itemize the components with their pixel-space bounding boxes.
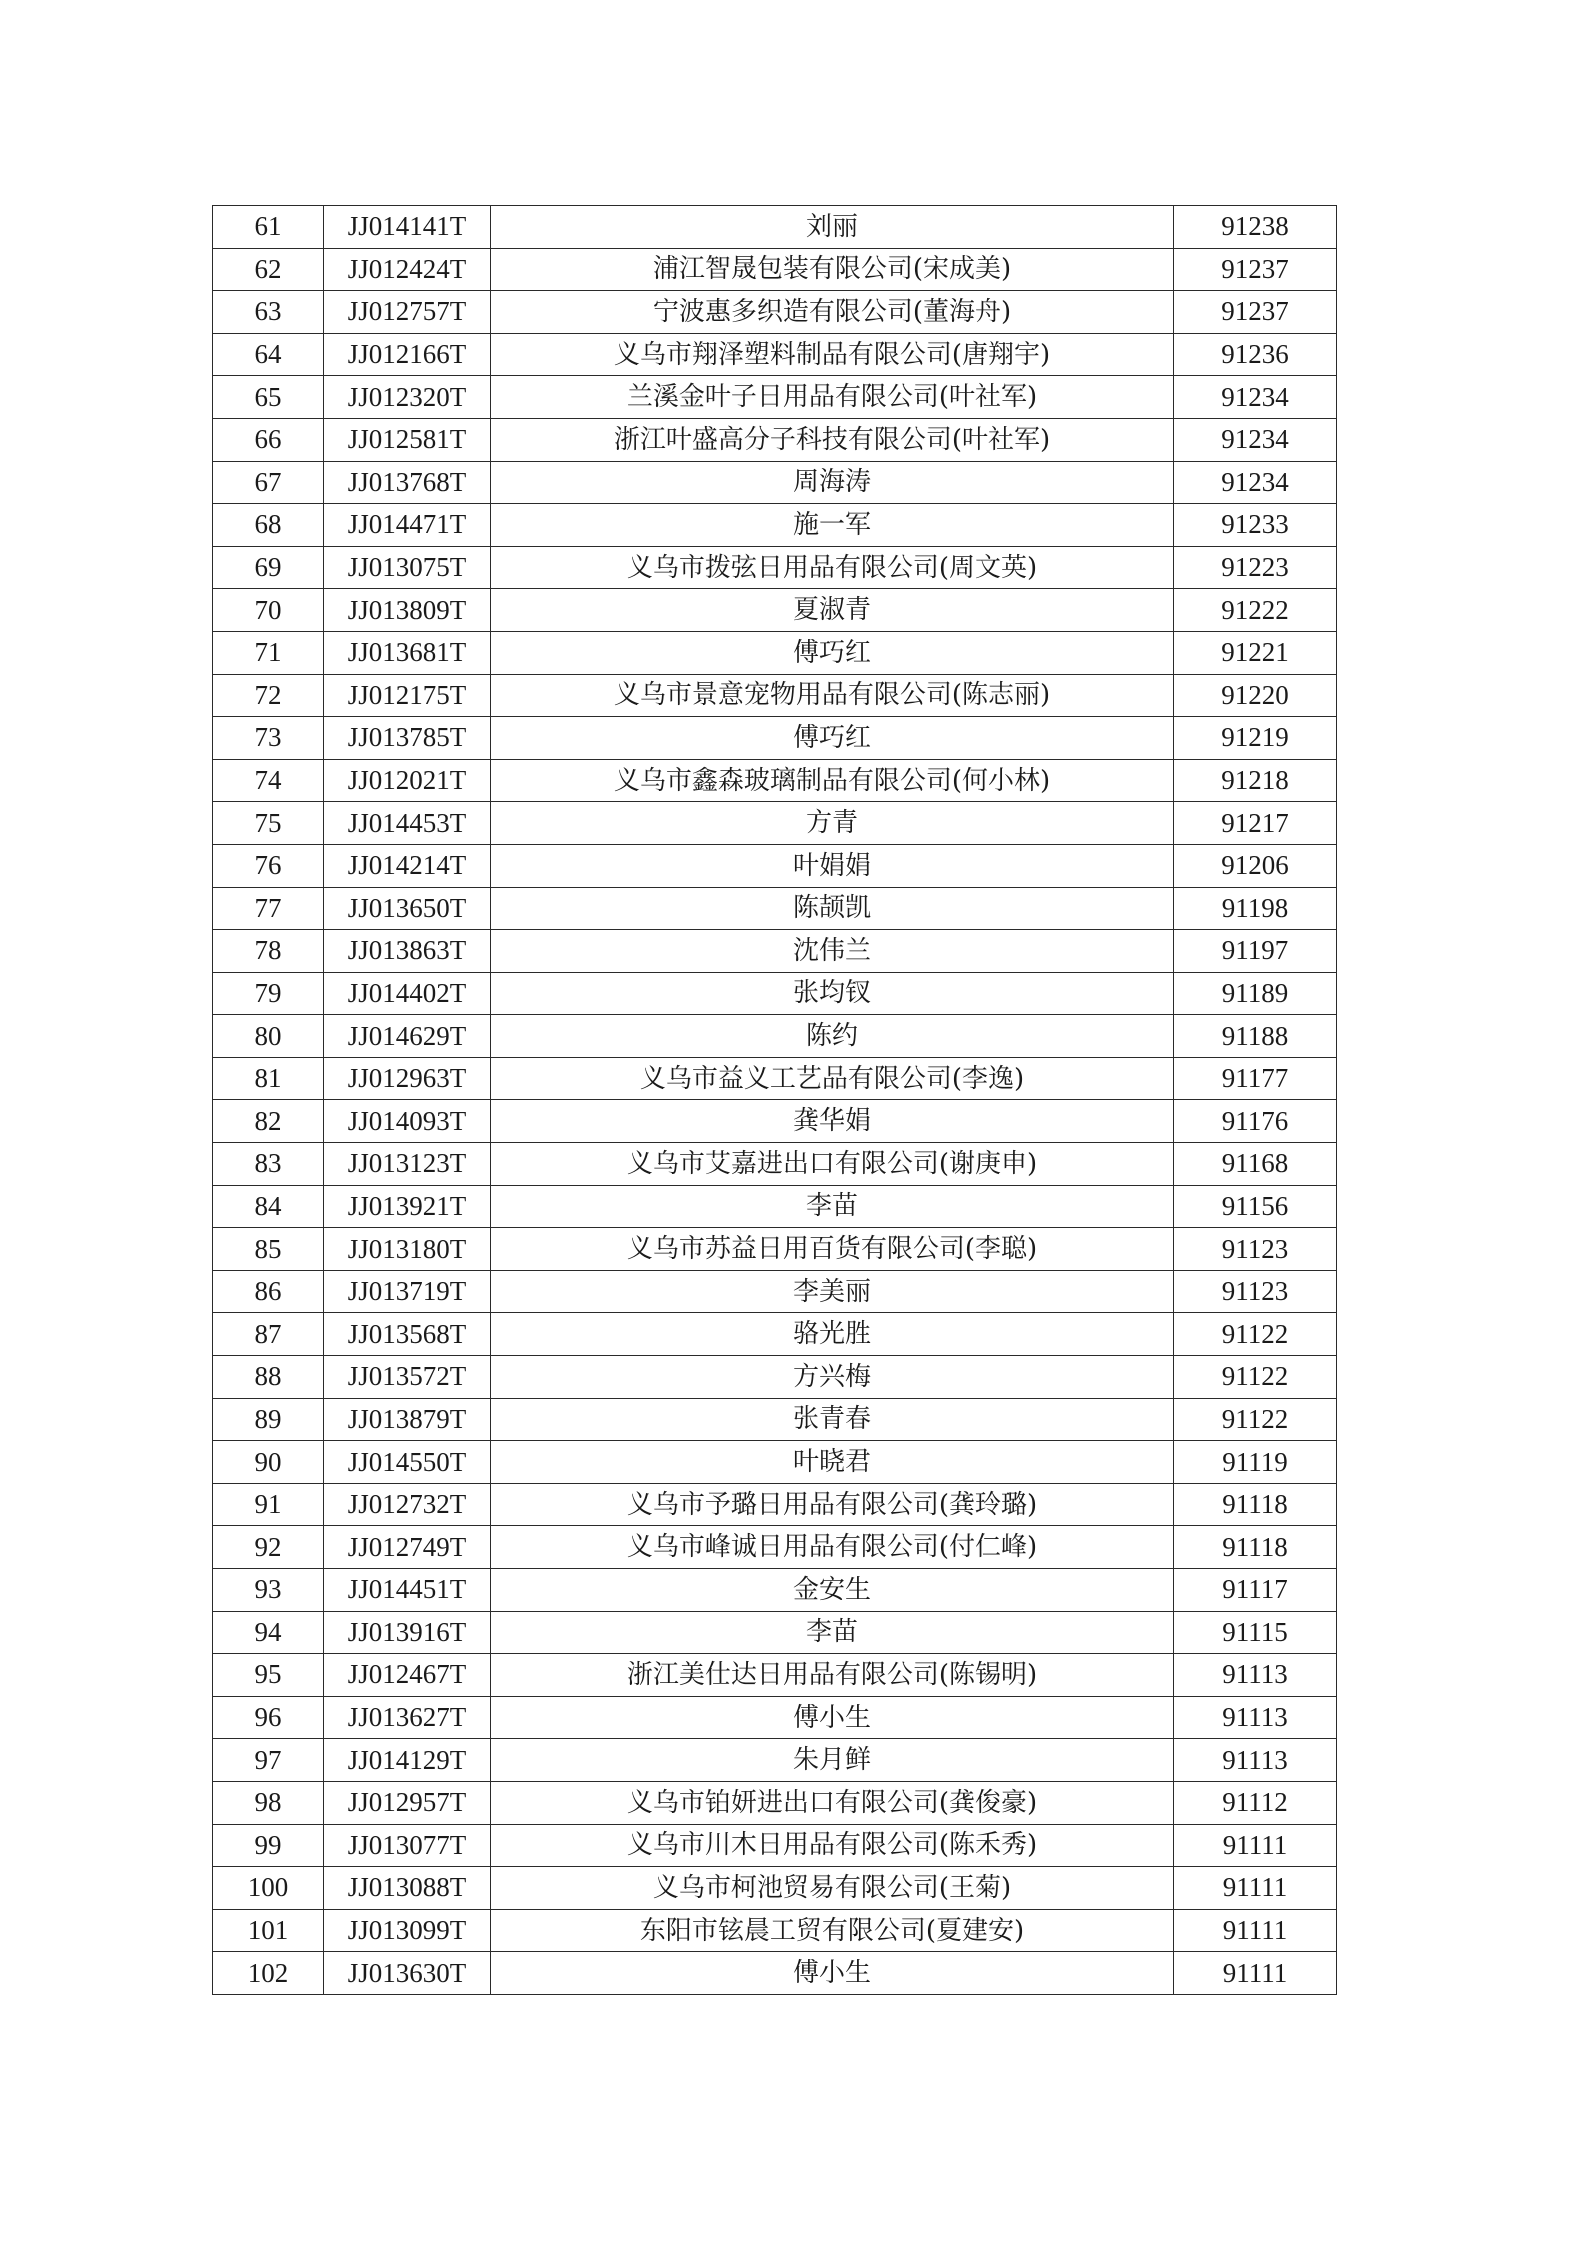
applicant-name-cell: 义乌市益义工艺品有限公司(李逸) <box>491 1057 1174 1100</box>
product-code-cell: JJ012749T <box>324 1526 491 1569</box>
product-code-cell: JJ012963T <box>324 1057 491 1100</box>
product-code-cell: JJ013768T <box>324 461 491 504</box>
applicant-name-cell: 陈约 <box>491 1015 1174 1058</box>
table-row <box>213 1611 1337 1654</box>
applicant-name-cell: 张均钗 <box>491 972 1174 1015</box>
product-code-cell: JJ014129T <box>324 1739 491 1782</box>
applicant-name-cell: 张青春 <box>491 1398 1174 1441</box>
table-row <box>213 1483 1337 1526</box>
table-row <box>213 333 1337 376</box>
product-code-cell: JJ013916T <box>324 1611 491 1654</box>
table-row <box>213 1824 1337 1867</box>
score-cell: 91218 <box>1174 759 1337 802</box>
applicant-name-cell: 义乌市艾嘉进出口有限公司(谢庚申) <box>491 1143 1174 1186</box>
product-code-cell: JJ013681T <box>324 631 491 674</box>
score-cell: 91123 <box>1174 1228 1337 1271</box>
row-number-cell: 61 <box>213 206 324 249</box>
table-row <box>213 1526 1337 1569</box>
row-number-cell: 87 <box>213 1313 324 1356</box>
table-row <box>213 589 1337 632</box>
table-row <box>213 546 1337 589</box>
row-number-cell: 64 <box>213 333 324 376</box>
product-code-cell: JJ013099T <box>324 1909 491 1952</box>
product-code-cell: JJ014402T <box>324 972 491 1015</box>
applicant-name-cell: 宁波惠多织造有限公司(董海舟) <box>491 291 1174 334</box>
applicant-name-cell: 浙江叶盛高分子科技有限公司(叶社军) <box>491 418 1174 461</box>
row-number-cell: 90 <box>213 1441 324 1484</box>
row-number-cell: 70 <box>213 589 324 632</box>
product-code-cell: JJ012581T <box>324 418 491 461</box>
table-row <box>213 1569 1337 1612</box>
product-code-cell: JJ013719T <box>324 1270 491 1313</box>
row-number-cell: 96 <box>213 1696 324 1739</box>
table-row <box>213 1398 1337 1441</box>
table-row <box>213 1228 1337 1271</box>
row-number-cell: 68 <box>213 504 324 547</box>
row-number-cell: 89 <box>213 1398 324 1441</box>
applicant-name-cell: 夏淑青 <box>491 589 1174 632</box>
product-code-cell: JJ012757T <box>324 291 491 334</box>
table-row <box>213 1185 1337 1228</box>
row-number-cell: 73 <box>213 717 324 760</box>
applicant-name-cell: 东阳市铉晨工贸有限公司(夏建安) <box>491 1909 1174 1952</box>
applicant-name-cell: 沈伟兰 <box>491 930 1174 973</box>
product-code-cell: JJ012467T <box>324 1654 491 1697</box>
product-code-cell: JJ014550T <box>324 1441 491 1484</box>
product-code-cell: JJ013088T <box>324 1867 491 1910</box>
table-row <box>213 1441 1337 1484</box>
score-cell: 91206 <box>1174 844 1337 887</box>
score-cell: 91111 <box>1174 1867 1337 1910</box>
score-cell: 91112 <box>1174 1781 1337 1824</box>
score-cell: 91236 <box>1174 333 1337 376</box>
table-row <box>213 1696 1337 1739</box>
applicant-name-cell: 李美丽 <box>491 1270 1174 1313</box>
applicant-name-cell: 义乌市拨弦日用品有限公司(周文英) <box>491 546 1174 589</box>
score-cell: 91118 <box>1174 1526 1337 1569</box>
applicant-name-cell: 兰溪金叶子日用品有限公司(叶社军) <box>491 376 1174 419</box>
table-row <box>213 1057 1337 1100</box>
product-code-cell: JJ013075T <box>324 546 491 589</box>
row-number-cell: 65 <box>213 376 324 419</box>
table-row <box>213 844 1337 887</box>
score-cell: 91221 <box>1174 631 1337 674</box>
applicant-name-cell: 傅小生 <box>491 1696 1174 1739</box>
table-row <box>213 972 1337 1015</box>
row-number-cell: 78 <box>213 930 324 973</box>
table-row <box>213 717 1337 760</box>
product-code-cell: JJ014214T <box>324 844 491 887</box>
product-code-cell: JJ014629T <box>324 1015 491 1058</box>
row-number-cell: 95 <box>213 1654 324 1697</box>
product-code-cell: JJ012175T <box>324 674 491 717</box>
applicant-name-cell: 李苗 <box>491 1611 1174 1654</box>
row-number-cell: 102 <box>213 1952 324 1995</box>
row-number-cell: 72 <box>213 674 324 717</box>
product-code-cell: JJ013921T <box>324 1185 491 1228</box>
row-number-cell: 67 <box>213 461 324 504</box>
table-row <box>213 461 1337 504</box>
row-number-cell: 80 <box>213 1015 324 1058</box>
product-code-cell: JJ013627T <box>324 1696 491 1739</box>
row-number-cell: 98 <box>213 1781 324 1824</box>
table-row <box>213 1015 1337 1058</box>
applicant-name-cell: 方兴梅 <box>491 1356 1174 1399</box>
product-code-cell: JJ013650T <box>324 887 491 930</box>
applicant-name-cell: 傅巧红 <box>491 631 1174 674</box>
applicant-name-cell: 李苗 <box>491 1185 1174 1228</box>
product-code-cell: JJ012021T <box>324 759 491 802</box>
product-code-cell: JJ012424T <box>324 248 491 291</box>
table-row <box>213 1952 1337 1995</box>
applicant-name-cell: 义乌市翔泽塑料制品有限公司(唐翔宇) <box>491 333 1174 376</box>
row-number-cell: 76 <box>213 844 324 887</box>
score-cell: 91118 <box>1174 1483 1337 1526</box>
row-number-cell: 100 <box>213 1867 324 1910</box>
score-cell: 91117 <box>1174 1569 1337 1612</box>
score-cell: 91198 <box>1174 887 1337 930</box>
score-cell: 91113 <box>1174 1739 1337 1782</box>
row-number-cell: 91 <box>213 1483 324 1526</box>
score-cell: 91222 <box>1174 589 1337 632</box>
product-code-cell: JJ014471T <box>324 504 491 547</box>
applicant-name-cell: 金安生 <box>491 1569 1174 1612</box>
row-number-cell: 92 <box>213 1526 324 1569</box>
product-code-cell: JJ013123T <box>324 1143 491 1186</box>
score-cell: 91122 <box>1174 1356 1337 1399</box>
product-code-cell: JJ013568T <box>324 1313 491 1356</box>
product-code-cell: JJ014093T <box>324 1100 491 1143</box>
score-cell: 91123 <box>1174 1270 1337 1313</box>
table-row <box>213 1909 1337 1952</box>
applicant-name-cell: 傅小生 <box>491 1952 1174 1995</box>
row-number-cell: 75 <box>213 802 324 845</box>
product-code-cell: JJ013572T <box>324 1356 491 1399</box>
table-row <box>213 1654 1337 1697</box>
score-cell: 91219 <box>1174 717 1337 760</box>
row-number-cell: 82 <box>213 1100 324 1143</box>
product-code-cell: JJ012320T <box>324 376 491 419</box>
table-row <box>213 1313 1337 1356</box>
applicant-name-cell: 周海涛 <box>491 461 1174 504</box>
table-row <box>213 802 1337 845</box>
applicant-name-cell: 朱月鲜 <box>491 1739 1174 1782</box>
applicant-name-cell: 义乌市峰诚日用品有限公司(付仁峰) <box>491 1526 1174 1569</box>
table-row <box>213 631 1337 674</box>
product-code-cell: JJ013863T <box>324 930 491 973</box>
applicant-name-cell: 义乌市鑫森玻璃制品有限公司(何小林) <box>491 759 1174 802</box>
score-cell: 91122 <box>1174 1313 1337 1356</box>
score-cell: 91188 <box>1174 1015 1337 1058</box>
score-cell: 91122 <box>1174 1398 1337 1441</box>
score-cell: 91168 <box>1174 1143 1337 1186</box>
row-number-cell: 63 <box>213 291 324 334</box>
product-code-cell: JJ014141T <box>324 206 491 249</box>
applicant-name-cell: 义乌市柯池贸易有限公司(王菊) <box>491 1867 1174 1910</box>
product-code-cell: JJ013180T <box>324 1228 491 1271</box>
applicant-name-cell: 叶娟娟 <box>491 844 1174 887</box>
table-row <box>213 376 1337 419</box>
score-cell: 91111 <box>1174 1909 1337 1952</box>
applicant-name-cell: 陈颉凯 <box>491 887 1174 930</box>
applicant-name-cell: 叶晓君 <box>491 1441 1174 1484</box>
table-row <box>213 418 1337 461</box>
score-cell: 91176 <box>1174 1100 1337 1143</box>
ranking-table <box>212 205 1337 1995</box>
ranking-table-body <box>213 206 1337 1995</box>
score-cell: 91234 <box>1174 376 1337 419</box>
score-cell: 91233 <box>1174 504 1337 547</box>
product-code-cell: JJ013077T <box>324 1824 491 1867</box>
applicant-name-cell: 刘丽 <box>491 206 1174 249</box>
product-code-cell: JJ012732T <box>324 1483 491 1526</box>
product-code-cell: JJ012166T <box>324 333 491 376</box>
product-code-cell: JJ014453T <box>324 802 491 845</box>
score-cell: 91113 <box>1174 1654 1337 1697</box>
applicant-name-cell: 施一军 <box>491 504 1174 547</box>
row-number-cell: 62 <box>213 248 324 291</box>
row-number-cell: 93 <box>213 1569 324 1612</box>
table-row <box>213 1270 1337 1313</box>
row-number-cell: 84 <box>213 1185 324 1228</box>
table-row <box>213 887 1337 930</box>
product-code-cell: JJ013809T <box>324 589 491 632</box>
row-number-cell: 74 <box>213 759 324 802</box>
applicant-name-cell: 义乌市景意宠物用品有限公司(陈志丽) <box>491 674 1174 717</box>
applicant-name-cell: 骆光胜 <box>491 1313 1174 1356</box>
table-row <box>213 1356 1337 1399</box>
score-cell: 91113 <box>1174 1696 1337 1739</box>
product-code-cell: JJ012957T <box>324 1781 491 1824</box>
score-cell: 91217 <box>1174 802 1337 845</box>
score-cell: 91197 <box>1174 930 1337 973</box>
applicant-name-cell: 方青 <box>491 802 1174 845</box>
score-cell: 91234 <box>1174 418 1337 461</box>
score-cell: 91234 <box>1174 461 1337 504</box>
table-row <box>213 1781 1337 1824</box>
score-cell: 91115 <box>1174 1611 1337 1654</box>
row-number-cell: 86 <box>213 1270 324 1313</box>
score-cell: 91223 <box>1174 546 1337 589</box>
table-row <box>213 248 1337 291</box>
table-row <box>213 1100 1337 1143</box>
applicant-name-cell: 义乌市苏益日用百货有限公司(李聪) <box>491 1228 1174 1271</box>
table-row <box>213 674 1337 717</box>
row-number-cell: 85 <box>213 1228 324 1271</box>
row-number-cell: 83 <box>213 1143 324 1186</box>
table-row <box>213 1867 1337 1910</box>
applicant-name-cell: 龚华娟 <box>491 1100 1174 1143</box>
score-cell: 91119 <box>1174 1441 1337 1484</box>
score-cell: 91237 <box>1174 291 1337 334</box>
row-number-cell: 88 <box>213 1356 324 1399</box>
row-number-cell: 94 <box>213 1611 324 1654</box>
table-row <box>213 1739 1337 1782</box>
score-cell: 91156 <box>1174 1185 1337 1228</box>
score-cell: 91220 <box>1174 674 1337 717</box>
table-row <box>213 1143 1337 1186</box>
row-number-cell: 97 <box>213 1739 324 1782</box>
row-number-cell: 101 <box>213 1909 324 1952</box>
row-number-cell: 69 <box>213 546 324 589</box>
score-cell: 91238 <box>1174 206 1337 249</box>
product-code-cell: JJ013630T <box>324 1952 491 1995</box>
table-row <box>213 759 1337 802</box>
row-number-cell: 77 <box>213 887 324 930</box>
applicant-name-cell: 义乌市铂妍进出口有限公司(龚俊豪) <box>491 1781 1174 1824</box>
table-row <box>213 206 1337 249</box>
table-row <box>213 291 1337 334</box>
row-number-cell: 66 <box>213 418 324 461</box>
applicant-name-cell: 义乌市予璐日用品有限公司(龚玲璐) <box>491 1483 1174 1526</box>
row-number-cell: 81 <box>213 1057 324 1100</box>
product-code-cell: JJ014451T <box>324 1569 491 1612</box>
product-code-cell: JJ013785T <box>324 717 491 760</box>
applicant-name-cell: 浦江智晟包装有限公司(宋成美) <box>491 248 1174 291</box>
applicant-name-cell: 浙江美仕达日用品有限公司(陈锡明) <box>491 1654 1174 1697</box>
score-cell: 91189 <box>1174 972 1337 1015</box>
row-number-cell: 99 <box>213 1824 324 1867</box>
product-code-cell: JJ013879T <box>324 1398 491 1441</box>
applicant-name-cell: 义乌市川木日用品有限公司(陈禾秀) <box>491 1824 1174 1867</box>
table-row <box>213 930 1337 973</box>
score-cell: 91177 <box>1174 1057 1337 1100</box>
score-cell: 91237 <box>1174 248 1337 291</box>
row-number-cell: 79 <box>213 972 324 1015</box>
score-cell: 91111 <box>1174 1824 1337 1867</box>
row-number-cell: 71 <box>213 631 324 674</box>
score-cell: 91111 <box>1174 1952 1337 1995</box>
table-row <box>213 504 1337 547</box>
applicant-name-cell: 傅巧红 <box>491 717 1174 760</box>
